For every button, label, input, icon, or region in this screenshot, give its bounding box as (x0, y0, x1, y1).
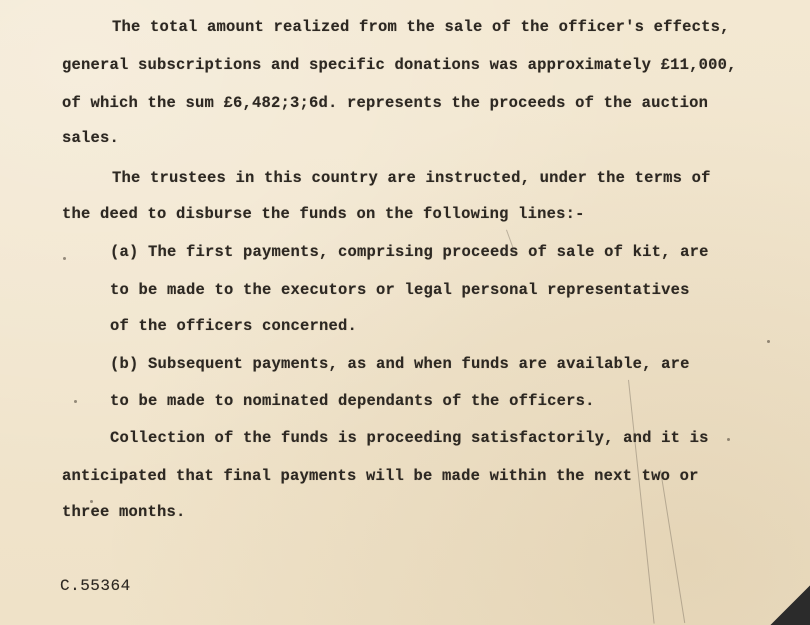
paper-scratch (628, 380, 655, 624)
item-b-line-2: to be made to nominated dependants of the officers. (110, 392, 595, 410)
paragraph-2-line-2: the deed to disburse the funds on the following lines:- (62, 205, 585, 223)
paper-scratch (660, 470, 685, 623)
paper-corner-shadow (770, 585, 810, 625)
paragraph-1-line-3: of which the sum £6,482;3;6d. represents the proceeds of the auction (62, 94, 709, 112)
paragraph-1-line-4: sales. (62, 129, 120, 147)
item-b-line-1: (b) Subsequent payments, as and when funds are available, are (110, 355, 690, 373)
paragraph-3-line-3: three months. (62, 503, 186, 521)
item-a-line-3: of the officers concerned. (110, 317, 358, 335)
paragraph-3-line-1: Collection of the funds is proceeding satisfactorily, and it is (110, 429, 709, 447)
item-a-line-2: to be made to the executors or legal personal representatives (110, 281, 690, 299)
item-a-line-1: (a) The first payments, comprising proceeds of sale of kit, are (110, 243, 709, 261)
paper-speck (727, 438, 730, 441)
reference-number: C.55364 (60, 577, 131, 595)
paper-speck (63, 257, 66, 260)
paragraph-3-line-2: anticipated that final payments will be made within the next two or (62, 467, 699, 485)
paper-speck (767, 340, 770, 343)
paragraph-2-line-1: The trustees in this country are instructed, under the terms of (112, 169, 711, 187)
paragraph-1-line-1: The total amount realized from the sale of the officer's effects, (112, 18, 730, 36)
paragraph-1-line-2: general subscriptions and specific donations was approximately £11,000, (62, 56, 737, 74)
paper-speck (74, 400, 77, 403)
paper-speck (90, 500, 93, 503)
